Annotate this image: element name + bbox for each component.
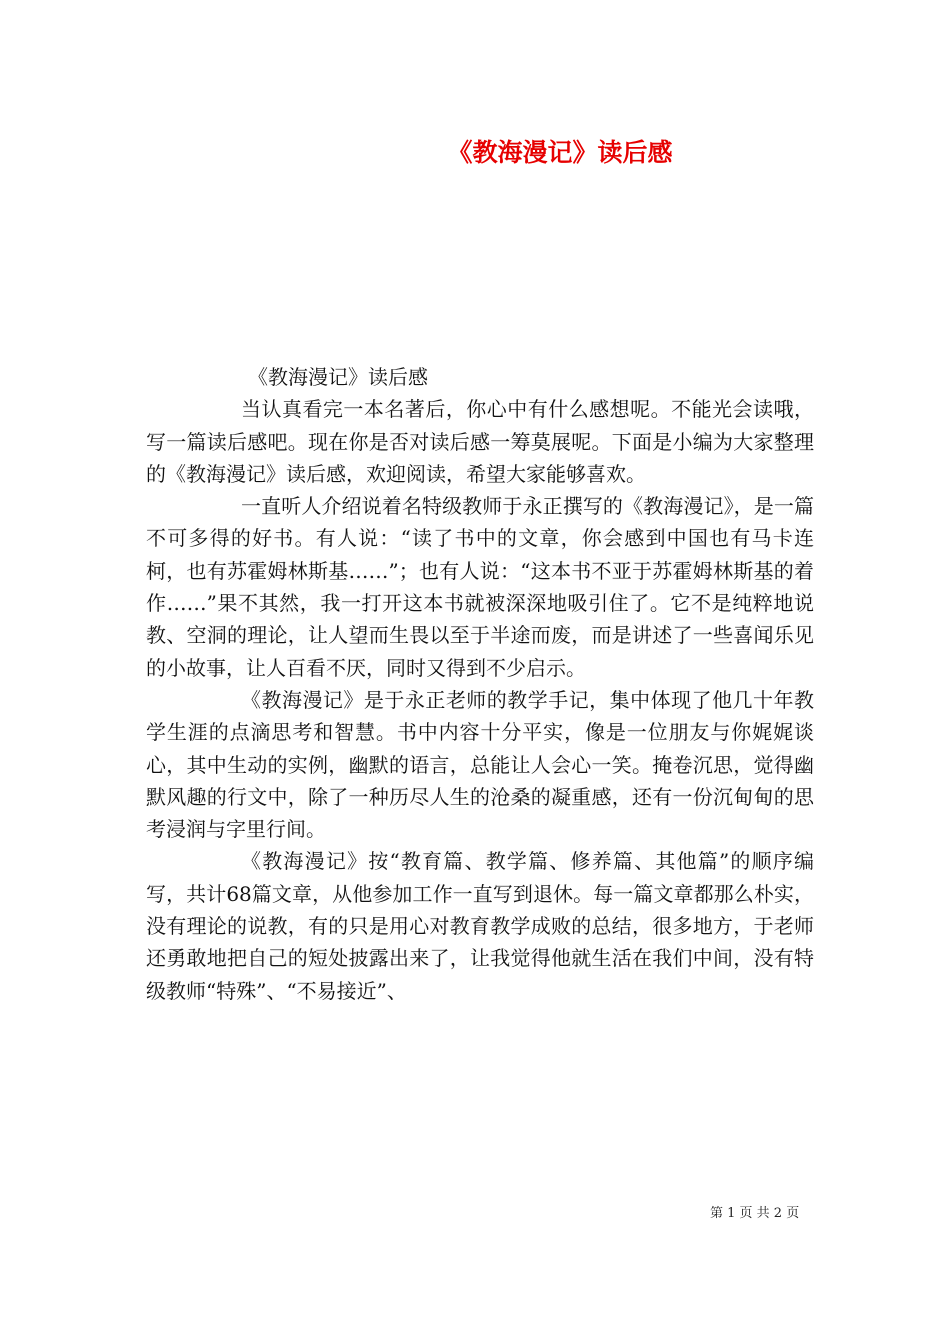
page-title: 《教海漫记》读后感 xyxy=(447,138,673,167)
paragraph-intro: 当认真看完一本名著后，你心中有什么感想呢。不能光会读哦，写一篇读后感吧。现在你是否对读后感一筹莫展呢。下面是小编为大家整理的《教海漫记》读后感，欢迎阅读，希望大家能够喜欢。 xyxy=(146,397,814,486)
paragraph-structure: 《教海漫记》按“教育篇、教学篇、修养篇、其他篇”的顺序编写，共计68篇文章，从他参加工作一直写到退休。每一篇文章都那么朴实，没有理论的说教，有的只是用心对教育教学成败的总结，很多地方，于老师还勇敢地把自己的短处披露出来了，让我觉得他就生活在我们中间，没有特级教师“特殊”、“不易接近”、 xyxy=(146,849,814,1003)
document-subtitle: 《教海漫记》读后感 xyxy=(248,365,428,389)
paragraph-content: 《教海漫记》是于永正老师的教学手记，集中体现了他几十年教学生涯的点滴思考和智慧。书中内容十分平实，像是一位朋友与你娓娓谈心，其中生动的实例，幽默的语言，总能让人会心一笑。掩卷沉思，觉得幽默风趣的行文中，除了一种历尽人生的沧桑的凝重感，还有一份沉甸甸的思考浸润与字里行间。 xyxy=(146,687,814,842)
paragraph-reputation: 一直听人介绍说着名特级教师于永正撰写的《教海漫记》，是一篇不可多得的好书。有人说：“读了书中的文章，你会感到中国也有马卡连柯，也有苏霍姆林斯基……”；也有人说：“这本书不亚于苏霍姆林斯基的着作……”果不其然，我一打开这本书就被深深地吸引住了。它不是纯粹地说教、空洞的理论，让人望而生畏以至于半途而废，而是讲述了一些喜闻乐见的小故事，让人百看不厌，同时又得到不少启示。 xyxy=(146,494,814,680)
document-body xyxy=(146,361,814,1007)
page-number: 第 1 页 共 2 页 xyxy=(710,1206,800,1221)
